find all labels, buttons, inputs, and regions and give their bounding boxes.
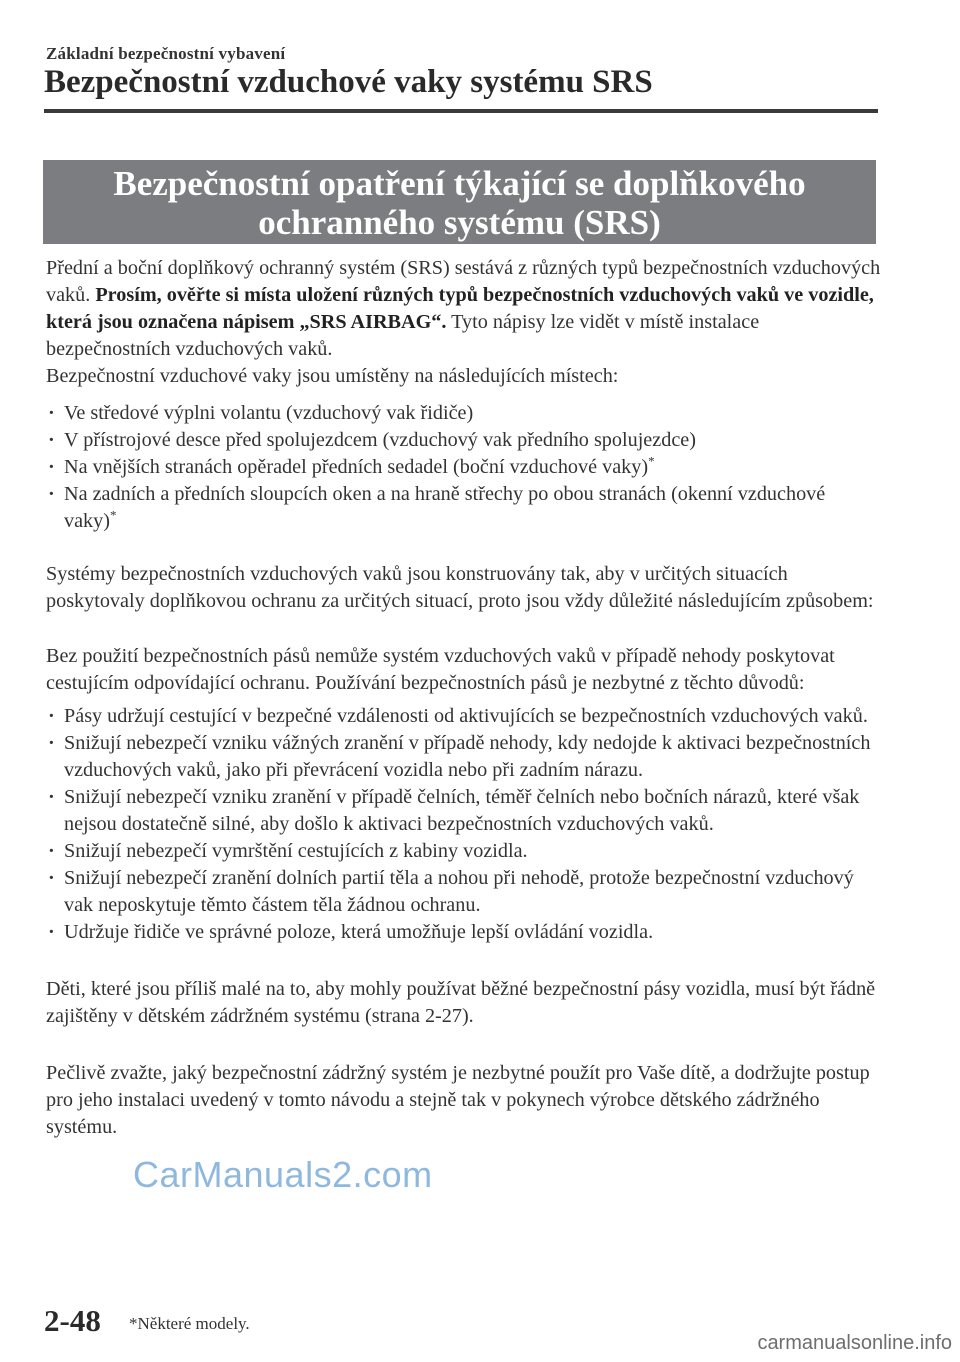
children-paragraph: Děti, které jsou příliš malé na to, aby mohly používat běžné bezpečnostní pásy vozidla, musí být řádně zajištěny v dětském zádržném systému (strana 2-27).: [46, 978, 876, 1027]
locations-list: [46, 400, 882, 535]
heading-line-2: ochranného systému (SRS): [258, 203, 661, 242]
list-item: · Snižují nebezpečí vymrštění cestujících z kabiny vozidla.: [46, 838, 882, 865]
intro-paragraph: [46, 255, 882, 363]
header-rule: [44, 109, 878, 113]
footnote: *Některé modely.: [129, 1314, 250, 1333]
section-label: Základní bezpečnostní vybavení: [46, 44, 286, 63]
footnote-mark: *: [648, 453, 655, 469]
body-content: [46, 255, 882, 1141]
intro-text-2: Tyto nápisy lze vidět v místě instalace bezpečnostních vzduchových vaků.: [46, 311, 760, 360]
list-item: · Snižují nebezpečí vzniku vážných zranění v případě nehody, kdy nedojde k aktivaci bezpečnostních vzduchových vaků, jako při převrácení vozidla nebo při zadním nárazu.: [46, 730, 882, 784]
list-item: · Ve středové výplni volantu (vzduchový vak řidiče): [46, 400, 882, 427]
page-number: 2-48: [44, 1303, 101, 1338]
heading-line-1: Bezpečnostní opatření týkající se doplňkového: [113, 164, 806, 203]
intro-bold-note: Prosím, ověřte si místa uložení různých typů bezpečnostních vzduchových vaků ve vozidle, která jsou označena nápisem „SRS AIRBAG“.: [46, 284, 874, 333]
site-watermark: carmanualsonline.info: [757, 1332, 952, 1354]
list-item: · Na vnějších stranách opěradel předních sedadel (boční vzduchové vaky)*: [46, 454, 882, 481]
design-paragraph: Systémy bezpečnostních vzduchových vaků jsou konstruovány tak, aby v určitých situacích poskytovaly doplňkovou ochranu za určitých situací, proto jsou vždy důležité následujícím způsobem:: [46, 563, 874, 612]
reasons-list: [46, 703, 882, 946]
list-item: · Snižují nebezpečí zranění dolních partií těla a nohou při nehodě, protože bezpečnostní vzduchový vak neposkytuje těmto částem těla žádnou ochranu.: [46, 865, 882, 919]
belts-paragraph: Bez použití bezpečnostních pásů nemůže systém vzduchových vaků v případě nehody poskytovat cestujícím odpovídající ochranu. Používání bezpečnostních pásů je nezbytné z těchto důvodů:: [46, 645, 835, 694]
intro-text-1: Přední a boční doplňkový ochranný systém (SRS) sestává z různých typů bezpečnostních vzduchových vaků.: [46, 257, 881, 306]
watermark-logo: CarManuals2.com: [133, 1154, 433, 1195]
list-item: · Snižují nebezpečí vzniku zranění v případě čelních, téměř čelních nebo bočních nárazů, které však nejsou dostatečně silné, aby došlo k aktivaci bezpečnostních vzduchových vaků.: [46, 784, 882, 838]
consider-paragraph: Pečlivě zvažte, jaký bezpečnostní zádržný systém je nezbytné použít pro Vaše dítě, a dodržujte postup pro jeho instalaci uvedený v tomto návodu a stejně tak v pokynech výrobce dětského zádržného systému.: [46, 1062, 870, 1138]
list-item: · Na zadních a předních sloupcích oken a na hraně střechy po obou stranách (okenní vzduchové vaky)*: [46, 481, 882, 535]
page-heading-banner: [43, 160, 876, 244]
section-title: Bezpečnostní vzduchové vaky systému SRS: [44, 64, 653, 100]
list-item: · V přístrojové desce před spolujezdcem (vzduchový vak předního spolujezdce): [46, 427, 882, 454]
footnote-mark: *: [109, 507, 117, 523]
list-item: · Pásy udržují cestující v bezpečné vzdálenosti od aktivujících se bezpečnostních vzduchových vaků.: [46, 703, 882, 730]
list-item: · Udržuje řidiče ve správné poloze, která umožňuje lepší ovládání vozidla.: [46, 919, 882, 946]
locations-intro: Bezpečnostní vzduchové vaky jsou umístěny na následujících místech:: [46, 365, 619, 387]
